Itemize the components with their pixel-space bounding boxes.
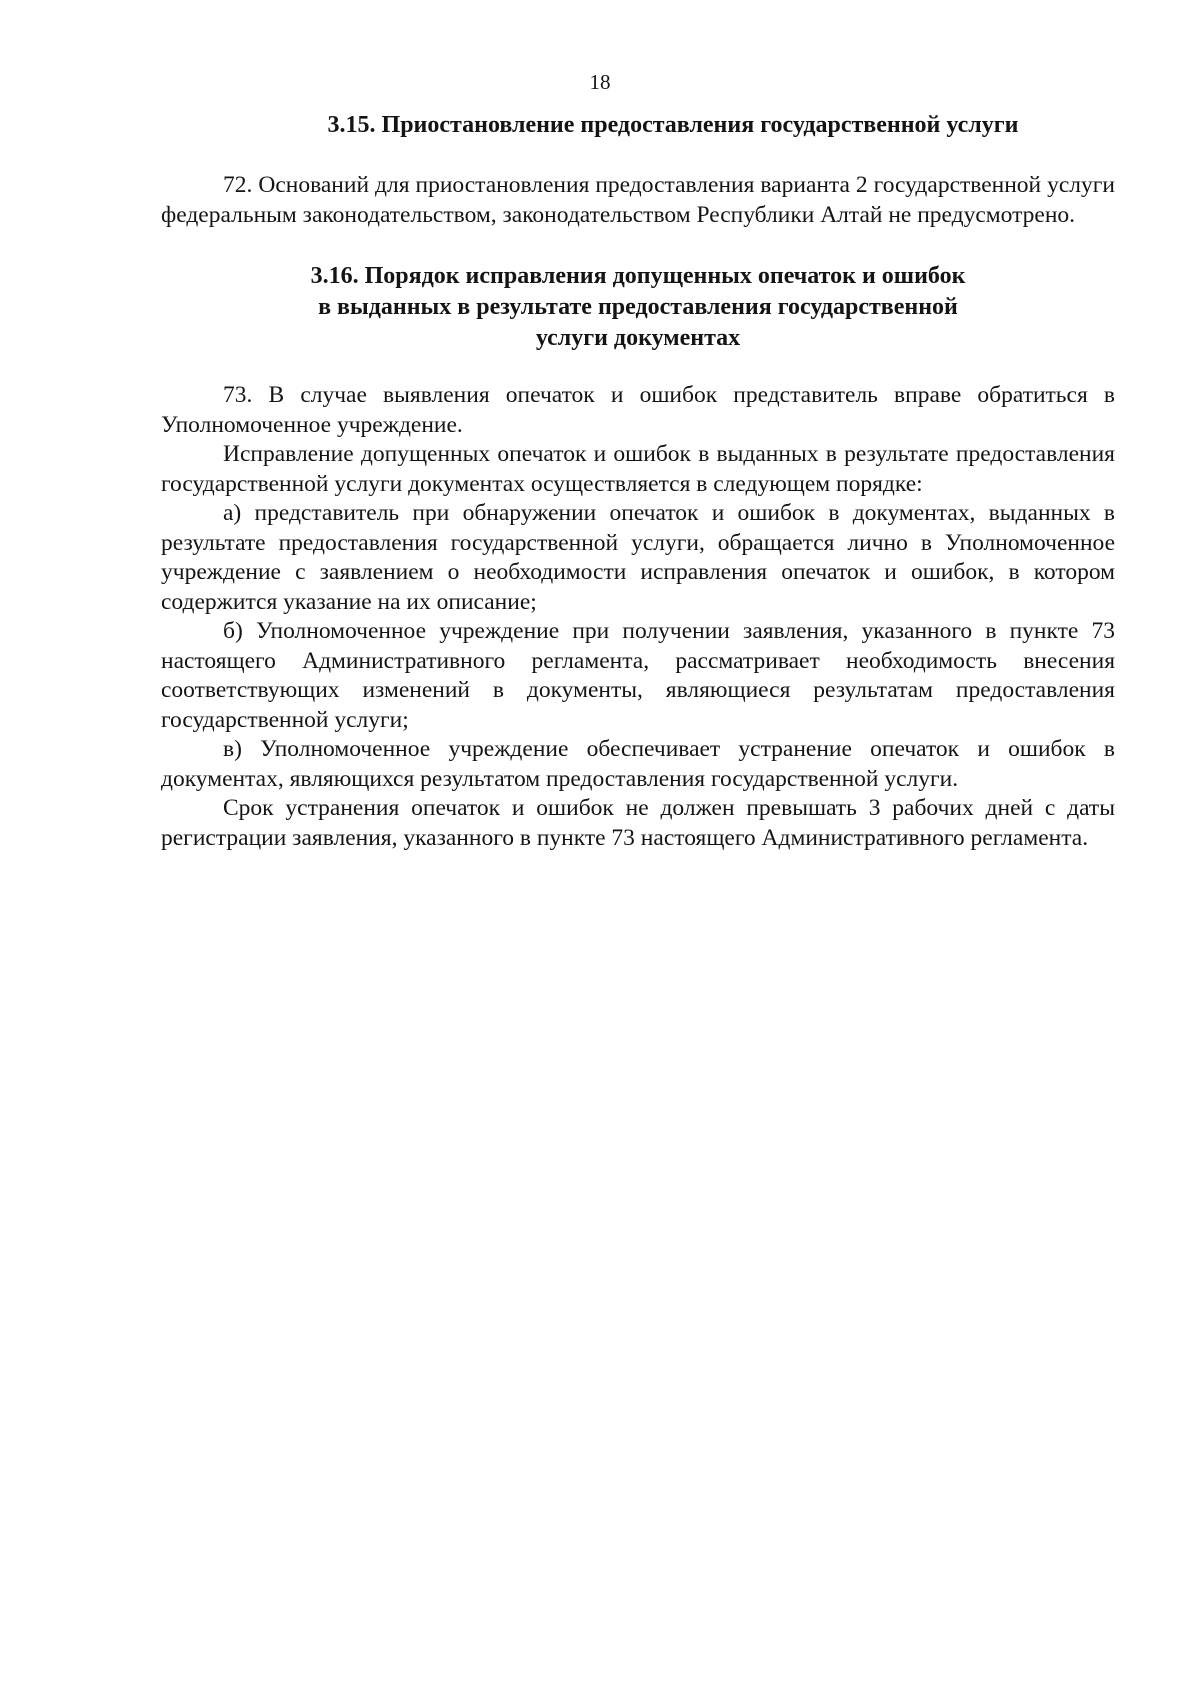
section-heading-3-16-line-3: услуги документах [535,325,741,351]
section-heading-3-16-line-2: в выданных в результате предоставления государственной [318,294,958,320]
paragraph-correction-order: Исправление допущенных опечаток и ошибок в выданных в результате предоставления государственной услуги документах осуществляется в следующем порядке: [161,441,1115,497]
paragraph-deadline: Срок устранения опечаток и ошибок не должен превышать 3 рабочих дней с даты регистрации заявления, указанного в пункте 73 настоящего Административного регламента. [161,795,1115,851]
paragraph-item-b: б) Уполномоченное учреждение при получении заявления, указанного в пункте 73 настоящего Административного регламента, рассматривает необходимость внесения соответствующих изменений в документы, являющиеся результатам предоставления государственной услуги; [161,618,1115,733]
paragraph-72: 72. Оснований для приостановления предоставления варианта 2 государственной услуги федеральным законодательством, законодательством Республики Алтай не предусмотрено. [161,172,1115,228]
section-heading-3-16 [161,261,1115,354]
page-number: 18 [589,70,611,94]
paragraph-item-a: а) представитель при обнаружении опечаток и ошибок в документах, выданных в результате предоставления государственной услуги, обращается лично в Уполномоченное учреждение с заявлением о необходимости исправления опечаток и ошибок, в котором содержится указание на их описание; [161,500,1115,615]
section-heading-3-16-line-1: 3.16. Порядок исправления допущенных опечаток и ошибок [310,263,966,289]
document-body [161,110,1115,853]
section-heading-3-15: 3.15. Приостановление предоставления государственной услуги [327,112,1019,138]
paragraph-item-v: в) Уполномоченное учреждение обеспечивает устранение опечаток и ошибок в документах, являющихся результатом предоставления государственной услуги. [161,736,1115,792]
paragraph-73: 73. В случае выявления опечаток и ошибок представитель вправе обратиться в Уполномоченное учреждение. [161,382,1115,438]
